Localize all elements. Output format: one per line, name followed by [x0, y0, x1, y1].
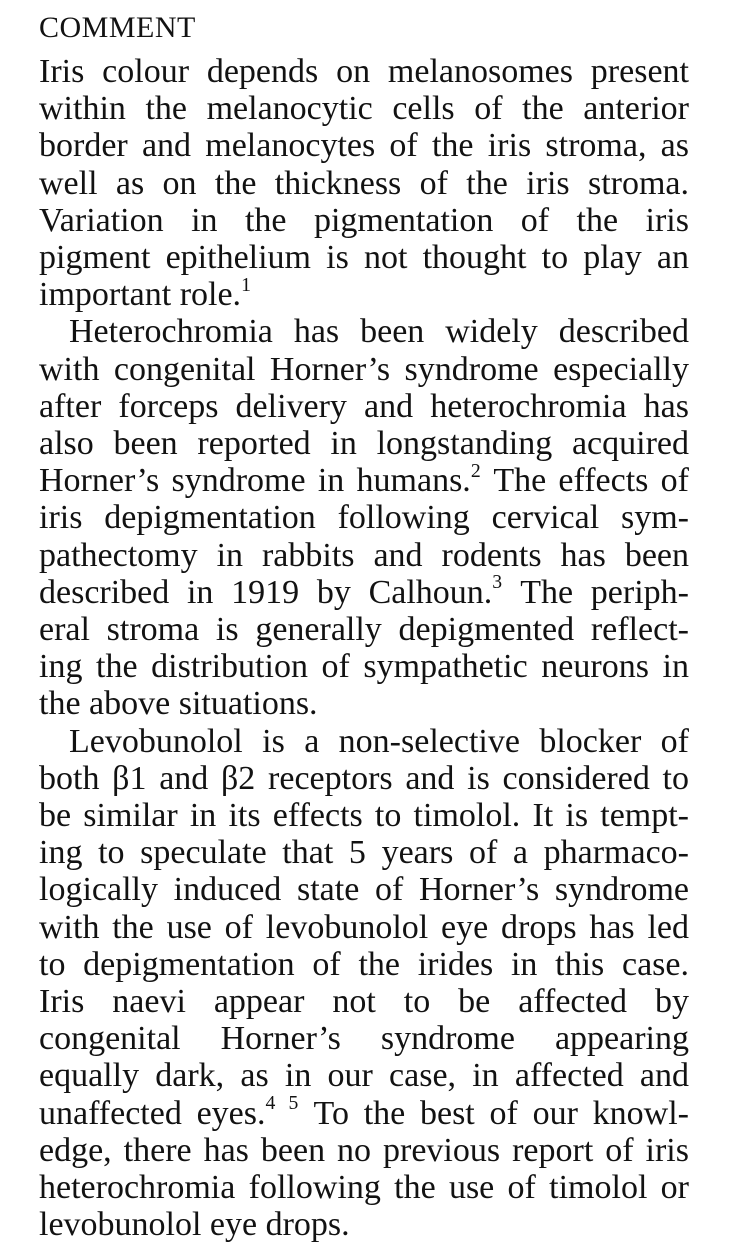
text-line: Variation in the pigmentation of the iris [39, 201, 689, 239]
text-line: important role.$^1$ [39, 273, 252, 314]
article-column [39, 8, 689, 1243]
text-line: unaffected eyes.$^{4 5}$ To the best of our knowl- [39, 1092, 689, 1132]
text-line: with the use of levobunolol eye drops has led [39, 908, 689, 946]
text-line: Horner’s syndrome in humans.$^2$ The effects of [39, 459, 689, 500]
text-line: levobunolol eye drops. [39, 1206, 350, 1243]
text-line: described in 1919 by Calhoun.$^3$ The periph- [39, 571, 689, 611]
paragraph [39, 53, 689, 313]
text-line: Iris colour depends on melanosomes present [39, 53, 689, 90]
superscript-reference: 2 [470, 459, 482, 482]
text-line: eral stroma is generally depigmented reflect- [39, 611, 689, 649]
text-line: ing the distribution of sympathetic neurons in [39, 648, 689, 686]
text-line: congenital Horner’s syndrome appearing [39, 1020, 689, 1058]
article-body [39, 53, 689, 1243]
text-line: border and melanocytes of the iris stroma, as [39, 127, 689, 165]
paragraph [39, 723, 689, 1243]
text-line: Iris naevi appear not to be affected by [39, 983, 689, 1021]
text-line: also been reported in longstanding acquired [39, 425, 689, 463]
text-line: heterochromia following the use of timolol or [39, 1169, 689, 1207]
superscript-reference: 1 [241, 273, 252, 296]
text-line: ing to speculate that 5 years of a pharmaco- [39, 834, 689, 872]
text-line: to depigmentation of the irides in this case. [39, 945, 689, 983]
text-line: logically induced state of Horner’s syndrome [39, 871, 689, 909]
text-line: be similar in its effects to timolol. It is tempt- [39, 797, 689, 835]
text-line: with congenital Horner’s syndrome especially [39, 350, 689, 388]
text-line: after forceps delivery and heterochromia has [39, 387, 689, 425]
text-line: well as on the thickness of the iris stroma. [39, 164, 689, 202]
text-line: the above situations. [39, 685, 318, 723]
text-line: edge, there has been no previous report of iris [39, 1131, 689, 1169]
text-line: Heterochromia has been widely described [69, 313, 689, 351]
text-line: Levobunolol is a non-selective blocker of [69, 722, 689, 760]
section-heading: COMMENT [39, 11, 196, 44]
text-line: equally dark, as in our case, in affected and [39, 1057, 689, 1095]
text-line: within the melanocytic cells of the anterior [39, 90, 689, 128]
text-line: pathectomy in rabbits and rodents has been [39, 536, 689, 574]
superscript-reference: 4 5 [265, 1092, 300, 1114]
superscript-reference: 3 [492, 571, 504, 594]
text-line: both β1 and β2 receptors and is considered to [39, 759, 689, 797]
paragraph [39, 313, 689, 722]
text-line: iris depigmentation following cervical sym- [39, 499, 689, 537]
text-line: pigment epithelium is not thought to play an [39, 239, 689, 277]
